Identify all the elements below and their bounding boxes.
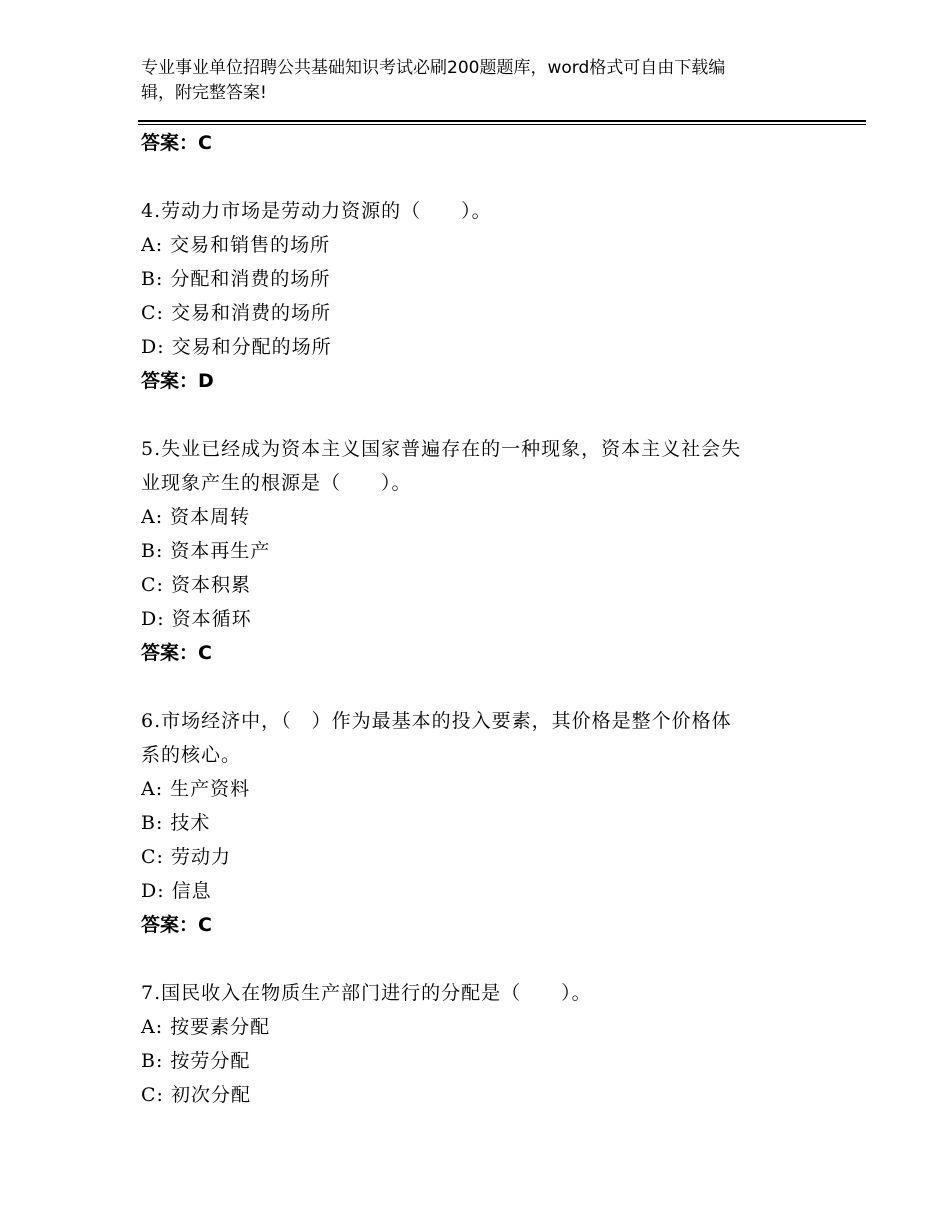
option-a: A: 资本周转 xyxy=(141,506,251,528)
question-5 xyxy=(141,432,821,670)
option-b: B: 分配和消费的场所 xyxy=(141,268,331,290)
option-c: C: 交易和消费的场所 xyxy=(141,302,331,324)
question-text: 6.市场经济中，（ ）作为最基本的投入要素，其价格是整个价格体 xyxy=(141,710,732,732)
question-text: 5.失业已经成为资本主义国家普遍存在的一种现象，资本主义社会失 xyxy=(141,438,742,460)
previous-answer: 答案：C xyxy=(141,132,212,154)
spacer xyxy=(141,160,821,194)
option-d: D: 资本循环 xyxy=(141,608,252,630)
answer: 答案：C xyxy=(141,914,212,936)
option-b: B: 按劳分配 xyxy=(141,1050,251,1072)
question-text-cont: 业现象产生的根源是（ ）。 xyxy=(141,472,412,494)
option-c: C: 劳动力 xyxy=(141,846,231,868)
header-rule-thick xyxy=(138,120,866,122)
option-b: B: 资本再生产 xyxy=(141,540,271,562)
document-body xyxy=(141,126,821,1112)
answer: 答案：C xyxy=(141,642,212,664)
spacer xyxy=(141,398,821,432)
question-text: 7.国民收入在物质生产部门进行的分配是（ ）。 xyxy=(141,982,592,1004)
header-line-2: 辑，附完整答案! xyxy=(141,83,267,103)
header-line-1: 专业事业单位招聘公共基础知识考试必刷200题题库，word格式可自由下载编 xyxy=(141,58,726,78)
answer: 答案：D xyxy=(141,370,214,392)
option-c: C: 初次分配 xyxy=(141,1084,251,1106)
question-text: 4.劳动力市场是劳动力资源的（ ）。 xyxy=(141,200,492,222)
option-d: D: 交易和分配的场所 xyxy=(141,336,332,358)
option-c: C: 资本积累 xyxy=(141,574,251,596)
option-b: B: 技术 xyxy=(141,812,211,834)
option-a: A: 按要素分配 xyxy=(141,1016,271,1038)
question-text-cont: 系的核心。 xyxy=(141,744,242,766)
option-a: A: 交易和销售的场所 xyxy=(141,234,331,256)
option-a: A: 生产资料 xyxy=(141,778,251,800)
page-header xyxy=(141,56,801,106)
question-6 xyxy=(141,704,821,942)
question-7 xyxy=(141,976,821,1112)
spacer xyxy=(141,942,821,976)
option-d: D: 信息 xyxy=(141,880,212,902)
spacer xyxy=(141,670,821,704)
header-rule-thin xyxy=(138,124,866,125)
question-4 xyxy=(141,194,821,398)
